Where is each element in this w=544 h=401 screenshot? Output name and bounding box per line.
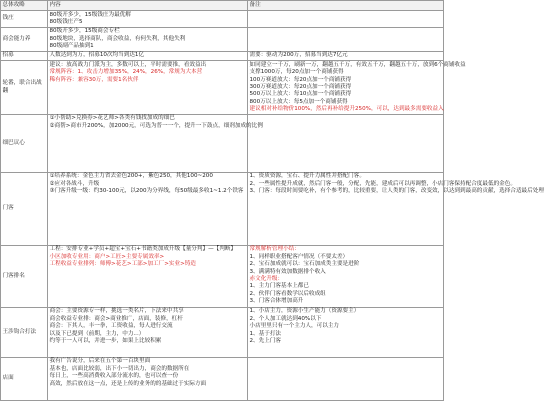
note-line: 1、小店主力，资源小生产能力（资源要主） bbox=[249, 308, 360, 315]
note-line: 3、门客：每段时间要吃补，有个参考的，比较重要，让人类的门客，改变效，以达到到最高的贡献，选择合适最后处理 bbox=[249, 188, 544, 195]
content-line: 常规阵容：1、攻击力增加35%，24%，26%，常规为大本营 bbox=[49, 69, 203, 76]
category-cell[interactable]: 轮番，联合出战翻 bbox=[1, 61, 48, 115]
content-line: 80级地块，选择商队，商会收益，有何失利，其他失利 bbox=[49, 35, 186, 42]
note-line: 如同建立一千万，刷新一万，翻越五千万，有效五千万，翻越五十万，放到6个商铺收益 bbox=[249, 61, 466, 68]
note-cell[interactable] bbox=[248, 27, 444, 51]
category-cell[interactable]: 招募 bbox=[1, 51, 48, 60]
content-line: 商会：主要资源专一样，挑选一类名片，下法来中共享 bbox=[49, 308, 184, 315]
content-line: ③门客升级一级：约30-100元，以200为分界线，每50级最多收1~1.2个铁客 bbox=[49, 188, 244, 195]
content-line: ②商帮>商市升200%，加2000元，可选为普一一个，提升一下鼓点，细剂加成的比例 bbox=[49, 122, 263, 129]
note-cell[interactable] bbox=[248, 61, 466, 115]
category-cell[interactable]: 店面 bbox=[1, 357, 48, 400]
note-cell[interactable] bbox=[248, 114, 444, 172]
content-line: 高效，然后放在这一点，还是上传的业务的的基础过于实际方面 bbox=[49, 380, 207, 387]
content-line: 工程：安排专业+学员+超宝+宝石+书籍类加成升级【量分判】—【判断】 bbox=[49, 246, 237, 253]
note-line: 2、先上门客 bbox=[249, 337, 282, 344]
note-line: 1、同样职业搭配客户情况（不要太差） bbox=[249, 253, 349, 260]
header-content[interactable]: 内容 bbox=[48, 1, 248, 11]
category-cell[interactable]: 商会能力养 bbox=[1, 27, 48, 51]
category-cell[interactable]: 门客排名 bbox=[1, 245, 48, 307]
content-line: 以及下已提到（前期，主力，中力...） bbox=[49, 330, 145, 337]
note-line: 2、一些属性提升成就，然后门客一般，分配，先能，建成后可以再调整，小店门客保持配合度最低的金色。 bbox=[249, 180, 516, 187]
content-line: 工程收益专业排列：师傅>花艺>工部>加工厂>实业>铸造 bbox=[49, 261, 196, 268]
table-body bbox=[1, 11, 544, 401]
content-line: 商会收益专业排：商会>商业推广，店面，装修，杠杆 bbox=[49, 315, 183, 322]
note-line: 800万以上放大：每5点加一个商铺获得 bbox=[249, 98, 348, 105]
note-cell[interactable] bbox=[248, 357, 444, 400]
content-line: ①培养系统：金色主力省去金色200+，紫色250，其他100~200 bbox=[49, 173, 213, 180]
note-line: 需要：驱动为200万，招募当到达7亿元 bbox=[249, 52, 348, 59]
category-cell[interactable]: 细巴议心 bbox=[1, 114, 48, 172]
table-row bbox=[1, 307, 444, 357]
table-row bbox=[1, 114, 444, 172]
note-line: 2、宝石加成就可以：宝石加成类主要是进阶 bbox=[249, 261, 360, 268]
note-cell[interactable] bbox=[248, 307, 444, 357]
header-category[interactable]: 总体攻略 bbox=[1, 1, 48, 11]
table-row bbox=[1, 245, 444, 307]
note-cell[interactable] bbox=[248, 51, 444, 60]
note-line: 支撑1000万，每20点加一个商铺获得 bbox=[249, 69, 344, 76]
header-notes[interactable]: 备注 bbox=[248, 1, 444, 11]
content-line: 小区加收专业用：商户>工匠>主要专属效率> bbox=[49, 253, 165, 260]
table-row bbox=[1, 11, 444, 28]
content-line: 基本也，店面比较弱，出下小一切出力，商会的数据所在 bbox=[49, 365, 190, 372]
note-line: 2、个人加工就达到40%以下 bbox=[249, 315, 322, 322]
content-line: 80级副产品抽到1 bbox=[49, 43, 94, 49]
content-line: 人数达到为万，招募10次均当到达1亿 bbox=[49, 52, 145, 59]
category-cell[interactable]: 王涉钩合打法 bbox=[1, 307, 48, 357]
content-line: 建议：放高战力门派为主，多数可以上，平时需要推，看效益出 bbox=[49, 61, 207, 68]
note-line: 3、满满特有效加数据排个收入 bbox=[249, 268, 326, 275]
note-cell[interactable] bbox=[248, 11, 444, 28]
content-line: 每日上，一些高消费收入部分流水的，也可以查一份 bbox=[49, 373, 179, 380]
note-line: 500万以上放大：每10点加一个商铺获得 bbox=[249, 91, 352, 98]
content-line: 稀有阵容：兼容30万，需要1名伙伴 bbox=[49, 76, 139, 83]
table-row bbox=[1, 27, 444, 51]
content-cell[interactable] bbox=[48, 172, 248, 245]
note-line: 小店里里只有一个主力人，可以主力 bbox=[249, 323, 340, 330]
content-cell[interactable] bbox=[48, 27, 248, 51]
content-cell[interactable] bbox=[48, 51, 248, 60]
category-cell[interactable]: 门客 bbox=[1, 172, 48, 245]
content-cell[interactable] bbox=[48, 307, 248, 357]
note-line: 300万赛道放大：每20点加一个商铺获得 bbox=[249, 83, 352, 90]
content-line: 80级开多少，15级钱庄为最优解 bbox=[49, 11, 131, 18]
note-line: 赤文化升级： bbox=[249, 275, 284, 282]
category-cell[interactable]: 钱庄 bbox=[1, 11, 48, 28]
note-cell[interactable] bbox=[248, 245, 444, 307]
content-cell[interactable] bbox=[48, 61, 248, 115]
note-line: 1、基于打法 bbox=[249, 330, 282, 337]
table-row bbox=[1, 172, 444, 245]
content-line: 商会：下其人，丰一拳，工资收益，每人进行交流 bbox=[49, 323, 173, 330]
content-line: 我有广告说分，后来在五个第一百块里面 bbox=[49, 358, 151, 365]
note-cell[interactable] bbox=[248, 172, 544, 245]
header-row bbox=[1, 1, 444, 11]
note-line: 3、门客合体增加高升 bbox=[249, 298, 304, 304]
note-line: 100万赛道放大：每20点加一个商铺获得 bbox=[249, 76, 352, 83]
content-line: 约等于一人可以，并进一步，如果上比较积累 bbox=[49, 337, 162, 344]
note-line: 2、伙伴门客看数学以后收成组 bbox=[249, 290, 326, 297]
table-row bbox=[1, 51, 444, 60]
content-line: 80级钱庄产5 bbox=[49, 18, 83, 25]
content-cell[interactable] bbox=[48, 114, 263, 172]
content-line: ①小帮助>兑换券>花艺师>各类有钱找加成的细巴 bbox=[49, 115, 175, 122]
table-row bbox=[1, 61, 444, 115]
note-line: 常规解析管理小结： bbox=[249, 246, 300, 253]
content-cell[interactable] bbox=[48, 11, 248, 28]
content-cell[interactable] bbox=[48, 357, 248, 400]
content-line: 80级开多少，15级商会专栏 bbox=[49, 28, 120, 35]
note-line: 1、资质资源，宝石、提升力属性并搭配门客。 bbox=[249, 173, 365, 180]
note-line: 建议相对补给物价100%，然后再补给提升250%，可以，达到最多需要收益入 bbox=[249, 106, 444, 112]
table-row bbox=[1, 357, 444, 400]
note-line: 1、主力门客基本上都已 bbox=[249, 283, 309, 290]
content-cell[interactable] bbox=[48, 245, 248, 307]
content-line: ②应对各战斗，升级 bbox=[49, 180, 100, 187]
